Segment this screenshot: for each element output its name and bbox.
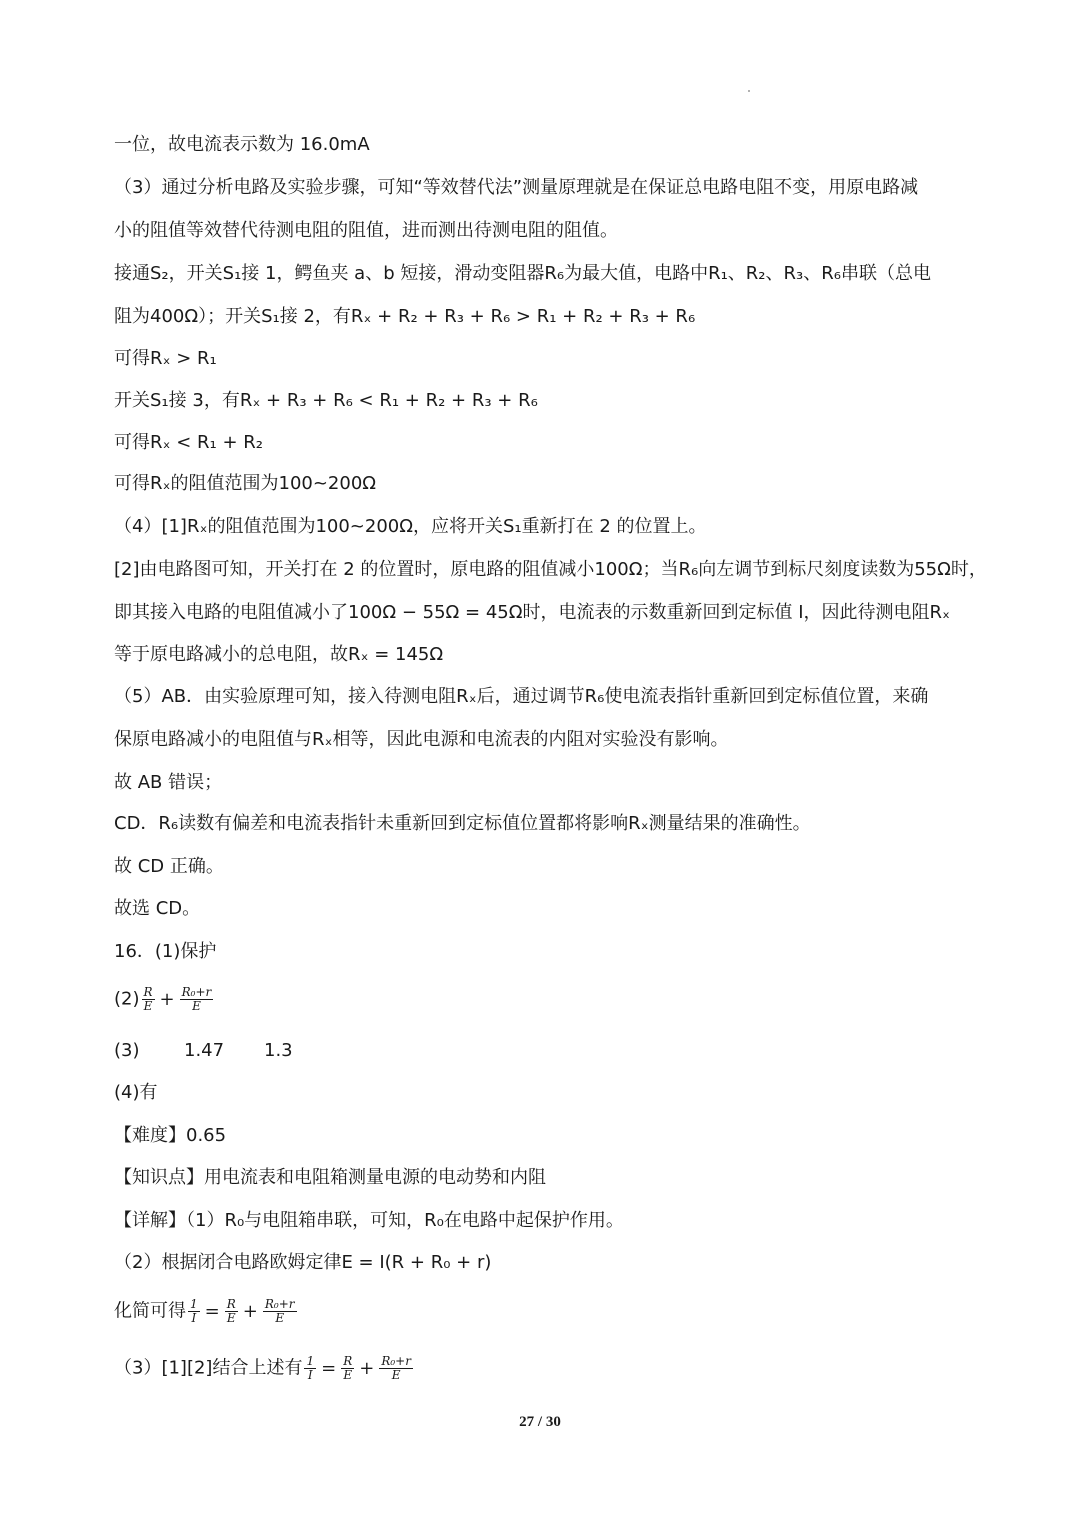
fraction-denominator: E: [275, 1311, 285, 1325]
detail-line-3-prefix: 化简可得: [114, 1300, 186, 1322]
equals-sign: =: [321, 1357, 337, 1379]
plus-sign: +: [159, 988, 175, 1010]
text-line: 阻为400Ω）；开关S₁接 2，有Rₓ + R₂ + R₃ + R₆ > R₁ + R₂ + R₃ + R₆: [114, 306, 696, 327]
fraction-denominator: I: [191, 1311, 197, 1325]
page-number: 27 / 30: [519, 1414, 561, 1430]
q16-part3-value-1: 1.47: [184, 1040, 225, 1061]
q16-part4: (4)有: [114, 1082, 158, 1103]
text-line: 接通S₂，开关S₁接 1，鳄鱼夹 a、b 短接，滑动变阻器R₆为最大值，电路中R₁、R₂、R₃、R₆串联（总电: [114, 263, 931, 284]
text-line: 故 CD 正确。: [114, 856, 224, 877]
fraction-numerator: R: [143, 985, 153, 999]
equals-sign: =: [204, 1300, 220, 1322]
fraction-r-over-e: [225, 1298, 238, 1325]
plus-sign: +: [359, 1357, 375, 1379]
scan-speck: [748, 90, 750, 92]
text-line: CD．R₆读数有偏差和电流表指针未重新回到定标值位置都将影响Rₓ测量结果的准确性。: [114, 813, 811, 834]
text-line: （4）[1]Rₓ的阻值范围为100~200Ω，应将开关S₁重新打在 2 的位置上。: [114, 516, 707, 537]
q16-part2-prefix: (2): [114, 988, 140, 1010]
fraction-numerator: 1: [306, 1354, 315, 1368]
plus-sign: +: [242, 1300, 258, 1322]
text-line: 可得Rₓ > R₁: [114, 348, 217, 369]
difficulty-line: 【难度】0.65: [114, 1125, 227, 1146]
text-line: 即其接入电路的电阻值减小了100Ω − 55Ω = 45Ω时，电流表的示数重新回到定标值 I，因此待测电阻Rₓ: [114, 602, 951, 623]
text-line: 一位，故电流表示数为 16.0mA: [114, 134, 370, 155]
text-line: 故 AB 错误；: [114, 772, 223, 793]
fraction-numerator: 1: [190, 1297, 198, 1311]
q16-part3-label: (3): [114, 1040, 140, 1061]
text-line: 开关S₁接 3，有Rₓ + R₃ + R₆ < R₁ + R₂ + R₃ + R₆: [114, 390, 538, 411]
q16-part3-value-2: 1.3: [264, 1040, 293, 1061]
fraction-r-over-e: [341, 1355, 354, 1382]
q16-part2: [114, 986, 215, 1013]
detail-line-2: （2）根据闭合电路欧姆定律E = I(R + R₀ + r): [114, 1252, 492, 1273]
fraction-numerator: R₀+r: [381, 1354, 411, 1368]
q16-part3: [114, 1039, 293, 1063]
fraction-one-over-i: [188, 1298, 200, 1325]
fraction-numerator: R: [226, 1297, 236, 1311]
fraction-one-over-i: [304, 1355, 316, 1382]
detail-line-3: [114, 1298, 299, 1325]
fraction-denominator: E: [226, 1311, 236, 1325]
fraction-denominator: E: [143, 999, 153, 1013]
text-line: 16．(1)保护: [114, 941, 217, 962]
text-line: 可得Rₓ < R₁ + R₂: [114, 432, 263, 453]
fraction-denominator: I: [307, 1368, 313, 1382]
text-line: [2]由电路图可知，开关打在 2 的位置时，原电路的阻值减小100Ω；当R₆向左调节到标尺刻度读数为55Ω时，: [114, 559, 987, 580]
fraction-r0r-over-e: [180, 986, 214, 1013]
fraction-r0r-over-e: [379, 1355, 413, 1382]
fraction-numerator: R: [343, 1354, 353, 1368]
text-line: 小的阻值等效替代待测电阻的阻值，进而测出待测电阻的阻值。: [114, 220, 618, 241]
fraction-r-over-e: [142, 986, 155, 1013]
text-line: （3）通过分析电路及实验步骤，可知“等效替代法”测量原理就是在保证总电路电阻不变，用原电路减: [114, 177, 919, 198]
fraction-denominator: E: [391, 1368, 401, 1382]
fraction-denominator: E: [192, 999, 201, 1013]
fraction-r0r-over-e: [263, 1298, 297, 1325]
fraction-denominator: E: [343, 1368, 353, 1382]
text-line: 可得Rₓ的阻值范围为100~200Ω: [114, 473, 377, 494]
detail-line-1: 【详解】（1）R₀与电阻箱串联，可知，R₀在电路中起保护作用。: [114, 1210, 624, 1231]
fraction-numerator: R₀+r: [181, 985, 212, 999]
text-line: 故选 CD。: [114, 898, 201, 919]
detail-line-4: [114, 1355, 415, 1382]
text-line: （5）AB．由实验原理可知，接入待测电阻Rₓ后，通过调节R₆使电流表指针重新回到定标值位置，来确: [114, 686, 929, 707]
detail-line-4-prefix: （3）[1][2]结合上述有: [114, 1357, 303, 1379]
text-line: 保原电路减小的电阻值与Rₓ相等，因此电源和电流表的内阻对实验没有影响。: [114, 729, 729, 750]
text-line: 等于原电路减小的总电阻，故Rₓ = 145Ω: [114, 644, 444, 665]
knowledge-line: 【知识点】用电流表和电阻箱测量电源的电动势和内阻: [114, 1167, 546, 1188]
fraction-numerator: R₀+r: [264, 1297, 295, 1311]
